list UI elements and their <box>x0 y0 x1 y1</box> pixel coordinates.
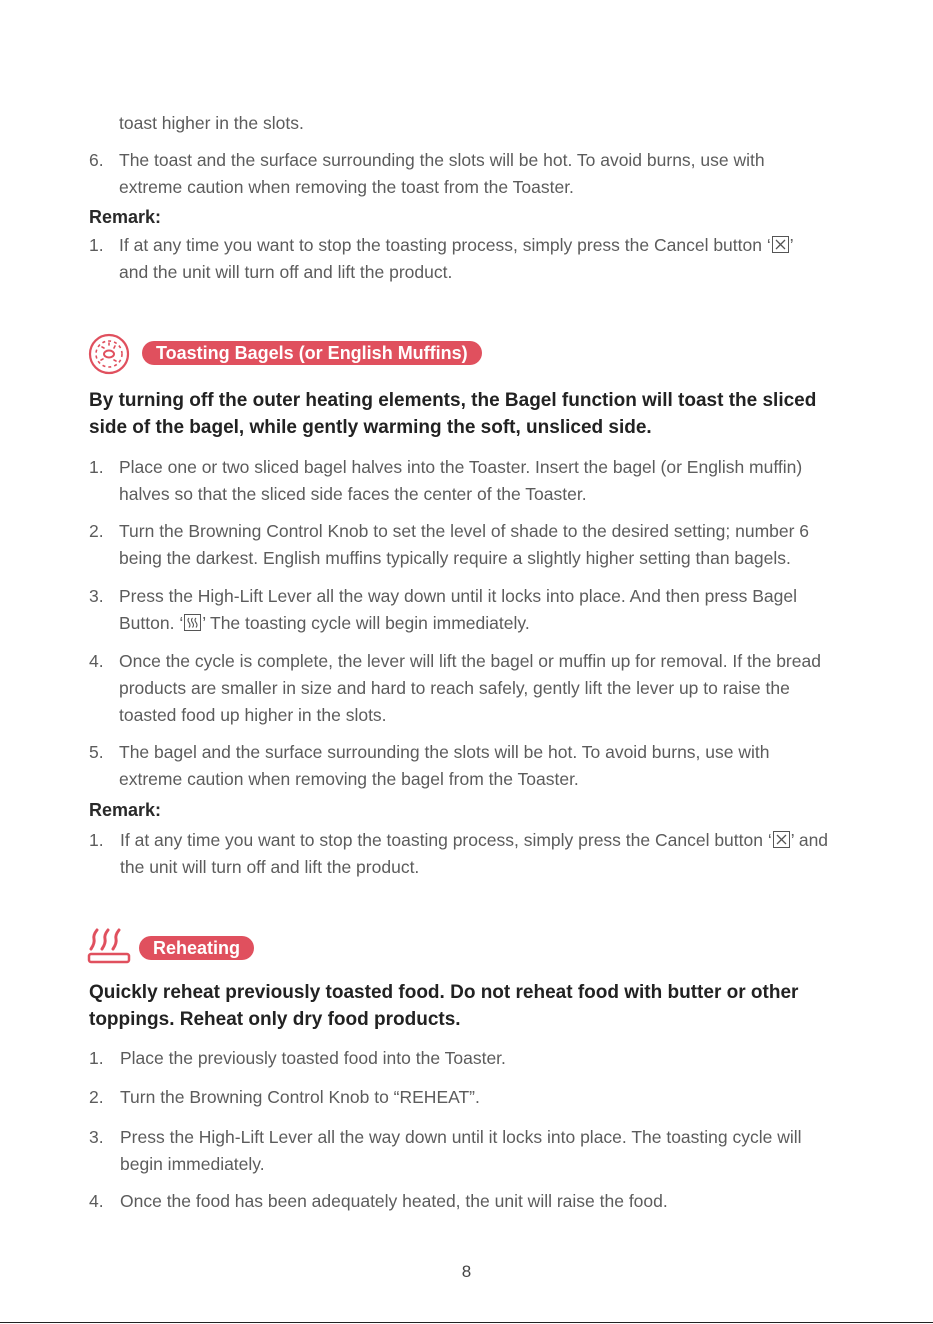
remark-text-part: ’ and <box>790 830 829 850</box>
list-number: 4. <box>89 1191 104 1211</box>
remark-text-part: ’ <box>789 235 794 255</box>
remark-text: the unit will turn off and lift the product. <box>120 857 420 877</box>
list-number: 5. <box>89 742 104 762</box>
remark-text <box>120 830 828 850</box>
list-item-text <box>119 613 530 633</box>
list-item-text-part: Button. ‘ <box>119 613 184 633</box>
list-number: 3. <box>89 1127 104 1147</box>
cancel-icon <box>773 831 790 848</box>
list-item-text: Turn the Browning Control Knob to “REHEAT”. <box>120 1087 480 1107</box>
bagel-button-icon <box>184 614 201 631</box>
list-item-text: Once the food has been adequately heated, the unit will raise the food. <box>120 1191 668 1211</box>
cancel-icon <box>772 236 789 253</box>
remark-heading: Remark: <box>89 207 162 227</box>
remark-heading: Remark: <box>89 800 162 820</box>
list-item-text: Turn the Browning Control Knob to set the level of shade to the desired setting; number 6 <box>119 521 810 541</box>
remark-text <box>119 235 794 255</box>
list-item-text: being the darkest. English muffins typically require a slightly higher setting than bagels. <box>119 548 791 568</box>
section-title-bagels: Toasting Bagels (or English Muffins) <box>142 341 482 365</box>
list-item-text: Place the previously toasted food into the Toaster. <box>120 1048 506 1068</box>
list-number: 6. <box>89 150 104 170</box>
list-item-text: Once the cycle is complete, the lever will lift the bagel or muffin up for removal. If the bread <box>119 651 821 671</box>
list-number: 3. <box>89 586 104 606</box>
list-item-text: The toast and the surface surrounding the slots will be hot. To avoid burns, use with <box>119 150 765 170</box>
continued-text: toast higher in the slots. <box>119 113 304 133</box>
list-number: 4. <box>89 651 104 671</box>
list-item-text: extreme caution when removing the bagel from the Toaster. <box>119 769 579 789</box>
list-number: 1. <box>89 1048 104 1068</box>
list-item-text: products are smaller in size and hard to reach safely, gently lift the lever up to raise the <box>119 678 790 698</box>
section-title-reheating: Reheating <box>139 936 254 960</box>
list-item-text: begin immediately. <box>120 1154 265 1174</box>
list-number: 2. <box>89 521 104 541</box>
page-number: 8 <box>461 1262 472 1281</box>
list-number: 1. <box>89 830 104 850</box>
list-item-text: extreme caution when removing the toast from the Toaster. <box>119 177 574 197</box>
donut-icon <box>88 333 130 375</box>
remark-text-part: If at any time you want to stop the toasting process, simply press the Cancel button ‘ <box>120 830 772 850</box>
section-intro: By turning off the outer heating elements, the Bagel function will toast the sliced <box>89 390 817 411</box>
heat-waves-icon <box>87 927 131 965</box>
list-item-text: The bagel and the surface surrounding the slots will be hot. To avoid burns, use with <box>119 742 770 762</box>
section-intro: toppings. Reheat only dry food products. <box>89 1009 461 1030</box>
bottom-rule <box>0 1322 933 1323</box>
list-item-text: Place one or two sliced bagel halves into the Toaster. Insert the bagel (or English muffin) <box>119 457 803 477</box>
list-item-text: toasted food up higher in the slots. <box>119 705 387 725</box>
section-intro: side of the bagel, while gently warming the soft, unsliced side. <box>89 417 652 438</box>
list-item-text-part: ’ The toasting cycle will begin immediately. <box>202 613 530 633</box>
section-intro: Quickly reheat previously toasted food. Do not reheat food with butter or other <box>89 982 799 1003</box>
list-number: 2. <box>89 1087 104 1107</box>
list-number: 1. <box>89 457 104 477</box>
list-item-text: halves so that the sliced side faces the center of the Toaster. <box>119 484 587 504</box>
list-item-text: Press the High-Lift Lever all the way down until it locks into place. The toasting cycle will <box>120 1127 802 1147</box>
remark-text: and the unit will turn off and lift the product. <box>119 262 453 282</box>
list-number: 1. <box>89 235 104 255</box>
list-item-text: Press the High-Lift Lever all the way down until it locks into place. And then press Bagel <box>119 586 798 606</box>
remark-text-part: If at any time you want to stop the toasting process, simply press the Cancel button ‘ <box>119 235 771 255</box>
